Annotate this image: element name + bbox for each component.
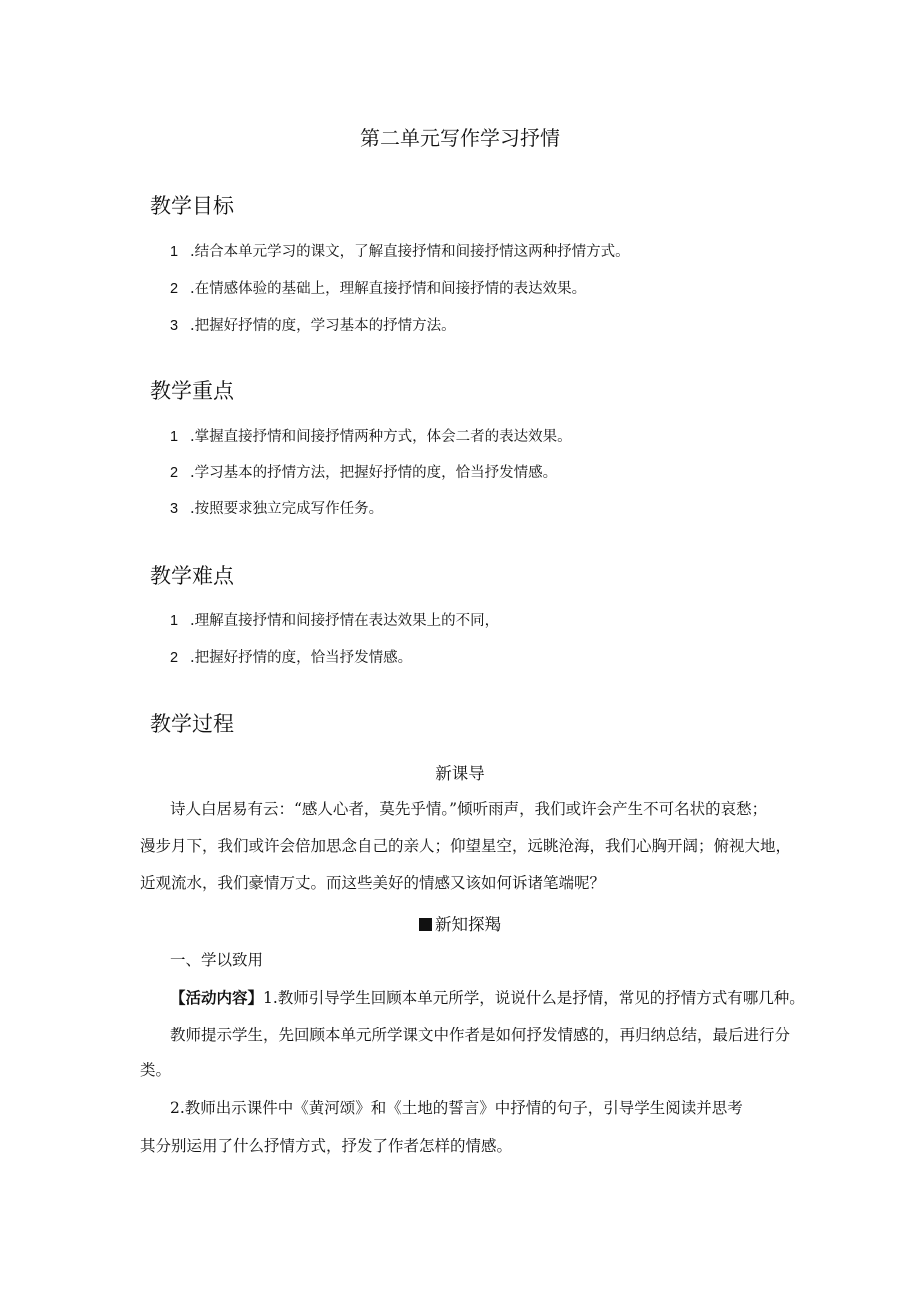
list-item [170, 461, 557, 482]
intro-subtitle: 新课导 [435, 764, 485, 783]
list-item [170, 497, 383, 518]
item-text: .结合本单元学习的课文，了解直接抒情和间接抒情这两种抒情方式。 [190, 244, 630, 260]
section-heading-objectives: 教学目标 [150, 194, 234, 218]
hint-line: 教师提示学生，先回顾本单元所学课文中作者是如何抒发情感的，再归纳总结，最后进行分 [170, 1026, 791, 1044]
list-item [170, 425, 572, 446]
item-number: 3 [170, 318, 179, 334]
section-heading-difficulties: 教学难点 [150, 564, 234, 588]
item-text: .理解直接抒情和间接抒情在表达效果上的不同， [190, 613, 500, 629]
explore-subtitle-text: 新知探羯 [435, 915, 501, 934]
list-item [170, 609, 499, 630]
activity-2-line: 其分别运用了什么抒情方式，抒发了作者怎样的情感。 [140, 1137, 513, 1155]
section-one-label: 一、学以致用 [170, 951, 264, 969]
item-text: .在情感体验的基础上，理解直接抒情和间接抒情的表达效果。 [190, 281, 587, 297]
square-bullet-icon [419, 918, 432, 931]
item-text: .把握好抒情的度，学习基本的抒情方法。 [190, 318, 456, 334]
activity-line-1 [170, 986, 805, 1008]
intro-paragraph-line: 近观流水，我们豪情万丈。而这些美好的情感又该如何诉诸笔端呢？ [140, 874, 606, 892]
intro-paragraph-line: 漫步月下，我们或许会倍加思念自己的亲人；仰望星空，远眺沧海，我们心胸开阔；俯视大地， [140, 837, 792, 855]
list-item [170, 277, 586, 298]
item-number: 1 [170, 429, 179, 445]
section-heading-process: 教学过程 [150, 712, 234, 736]
item-text: .学习基本的抒情方法，把握好抒情的度，恰当抒发情感。 [190, 465, 558, 481]
item-text: .把握好抒情的度，恰当抒发情感。 [190, 650, 413, 666]
activity-label: 【活动内容】 [170, 988, 264, 1007]
item-text: .掌握直接抒情和间接抒情两种方式，体会二者的表达效果。 [190, 429, 572, 445]
item-number: 2 [170, 465, 179, 481]
page-title: 第二单元写作学习抒情 [360, 126, 560, 150]
activity-2-line: 2.教师出示课件中《黄河颂》和《土地的誓言》中抒情的句子，引导学生阅读并思考 [170, 1099, 743, 1117]
item-number: 3 [170, 501, 179, 517]
intro-paragraph-line: 诗人白居易有云：“感人心者，莫先乎情。”倾听雨声，我们或许会产生不可名状的哀愁； [170, 800, 768, 818]
item-number: 2 [170, 650, 179, 666]
list-item [170, 646, 412, 667]
list-item [170, 314, 456, 335]
item-text: .按照要求独立完成写作任务。 [190, 501, 384, 517]
section-heading-key-points: 教学重点 [150, 379, 234, 403]
item-number: 1 [170, 613, 179, 629]
item-number: 1 [170, 244, 179, 260]
hint-line: 类。 [140, 1061, 172, 1079]
list-item [170, 240, 630, 261]
activity-1-text: 1.教师引导学生回顾本单元所学，说说什么是抒情，常见的抒情方式有哪几种。 [263, 989, 805, 1007]
item-number: 2 [170, 281, 179, 297]
explore-subtitle [0, 911, 920, 935]
